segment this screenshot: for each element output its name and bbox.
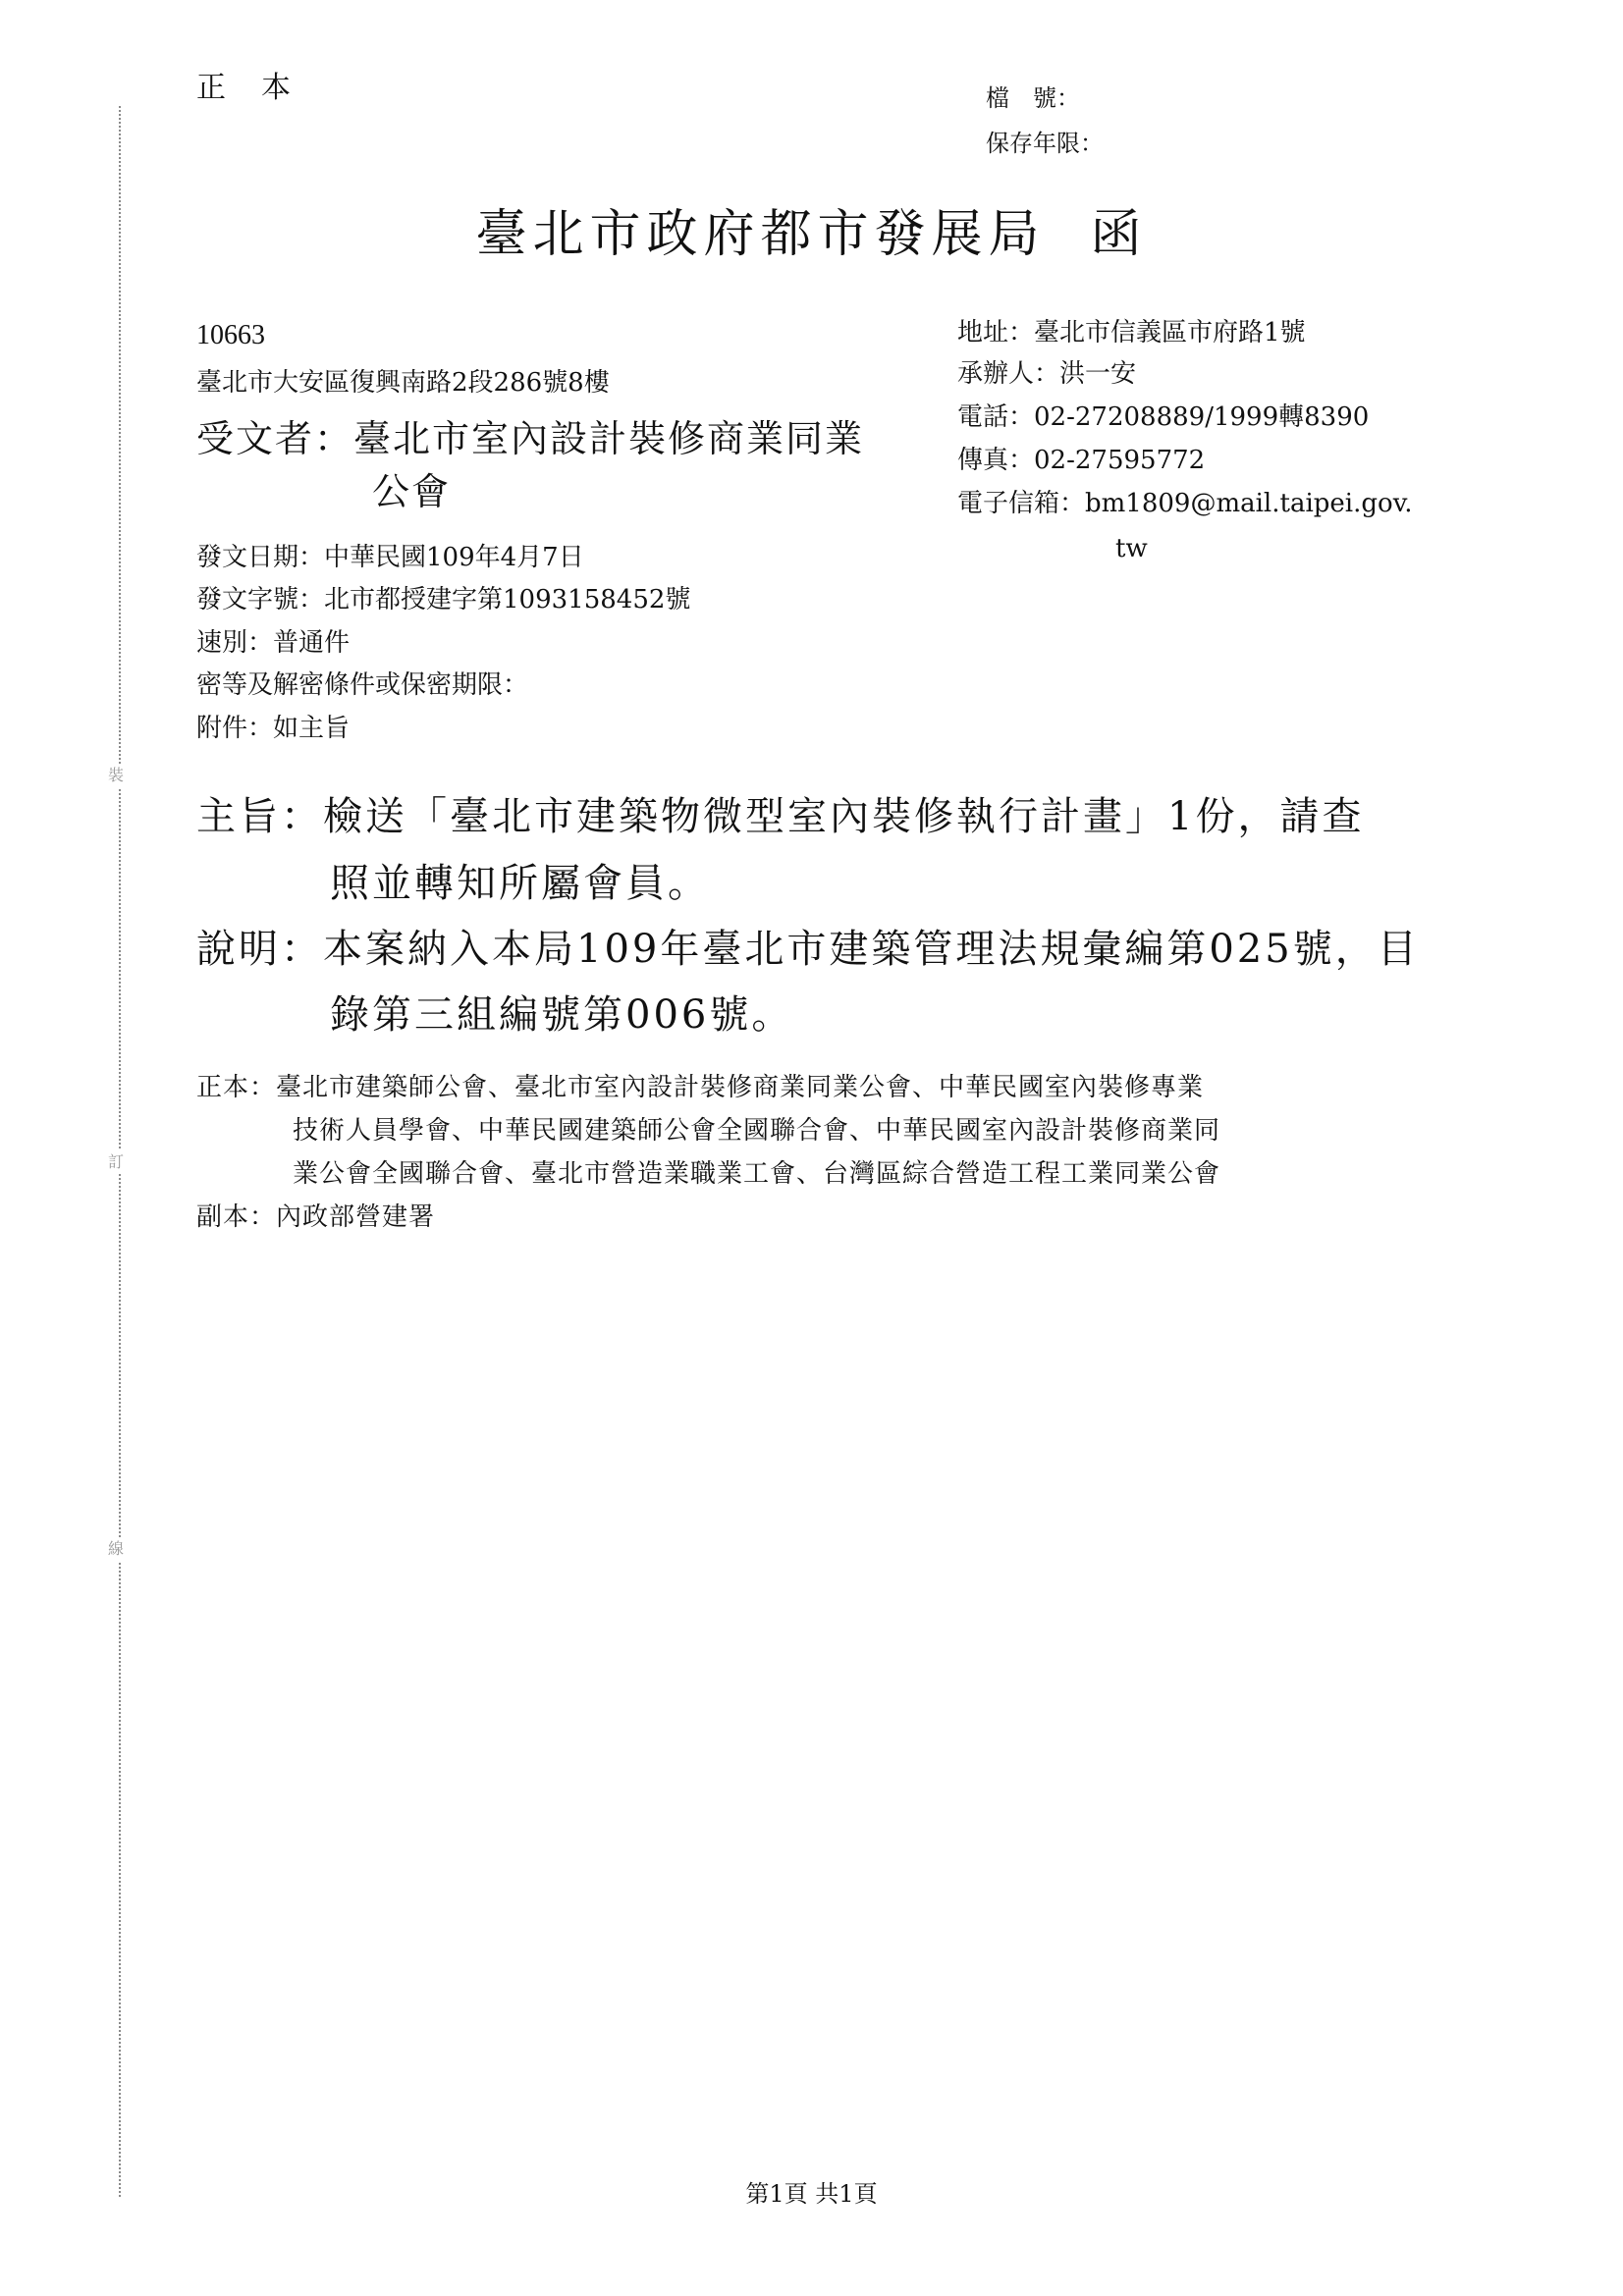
document-title xyxy=(0,192,1623,266)
recipient-name-continued: 公會 xyxy=(372,470,452,513)
recipient-address: 臺北市大安區復興南路2段286號8樓 xyxy=(196,368,610,398)
sender-handler: 承辦人：洪一安 xyxy=(957,359,1137,389)
agency-name: 臺北市政府都市發展局 xyxy=(475,205,1046,264)
sender-email: 電子信箱：bm1809@mail.taipei.gov. xyxy=(957,489,1413,518)
original-recipients-continued: 業公會全國聯合會、臺北市營造業職業工會、台灣區綜合營造工程工業同業公會 xyxy=(293,1159,1221,1189)
sender-fax: 傳真：02-27595772 xyxy=(957,446,1206,475)
sender-address: 地址：臺北市信義區市府路1號 xyxy=(957,318,1306,347)
binding-mark-zhuang: 裝 xyxy=(108,764,124,787)
binding-mark-xian: 線 xyxy=(108,1537,124,1561)
recipient-name: 受文者：臺北市室內設計裝修商業同業 xyxy=(196,417,865,460)
retention-period-label: 保存年限： xyxy=(986,130,1104,157)
original-recipients-continued: 技術人員學會、中華民國建築師公會全國聯合會、中華民國室內設計裝修商業同 xyxy=(293,1116,1221,1146)
sender-phone: 電話：02-27208889/1999轉8390 xyxy=(957,402,1370,432)
page-number: 第1頁 共1頁 xyxy=(745,2180,878,2208)
recipient-zip: 10663 xyxy=(196,320,265,350)
sender-email-continued: tw xyxy=(1115,534,1148,563)
document-kind: 函 xyxy=(1090,205,1148,264)
description-line-continued: 錄第三組編號第006號。 xyxy=(330,992,794,1038)
binding-mark-ding: 訂 xyxy=(108,1150,124,1174)
subject-line: 主旨：檢送「臺北市建築物微型室內裝修執行計畫」1份，請查 xyxy=(196,794,1365,839)
delivery-speed: 速別：普通件 xyxy=(196,628,351,658)
document-number: 發文字號：北市都授建字第1093158452號 xyxy=(196,585,691,614)
attachment: 附件：如主旨 xyxy=(196,714,351,743)
copy-recipients: 副本：內政部營建署 xyxy=(196,1202,436,1232)
issue-date: 發文日期：中華民國109年4月7日 xyxy=(196,543,584,572)
description-line: 說明：本案納入本局109年臺北市建築管理法規彙編第025號，目 xyxy=(196,927,1420,972)
secrecy-level: 密等及解密條件或保密期限： xyxy=(196,670,529,700)
copy-type-label: 正本 xyxy=(196,71,326,105)
subject-line-continued: 照並轉知所屬會員。 xyxy=(330,861,710,906)
file-number-label: 檔 號： xyxy=(986,84,1080,112)
original-recipients: 正本：臺北市建築師公會、臺北市室內設計裝修商業同業公會、中華民國室內裝修專業 xyxy=(196,1073,1205,1102)
